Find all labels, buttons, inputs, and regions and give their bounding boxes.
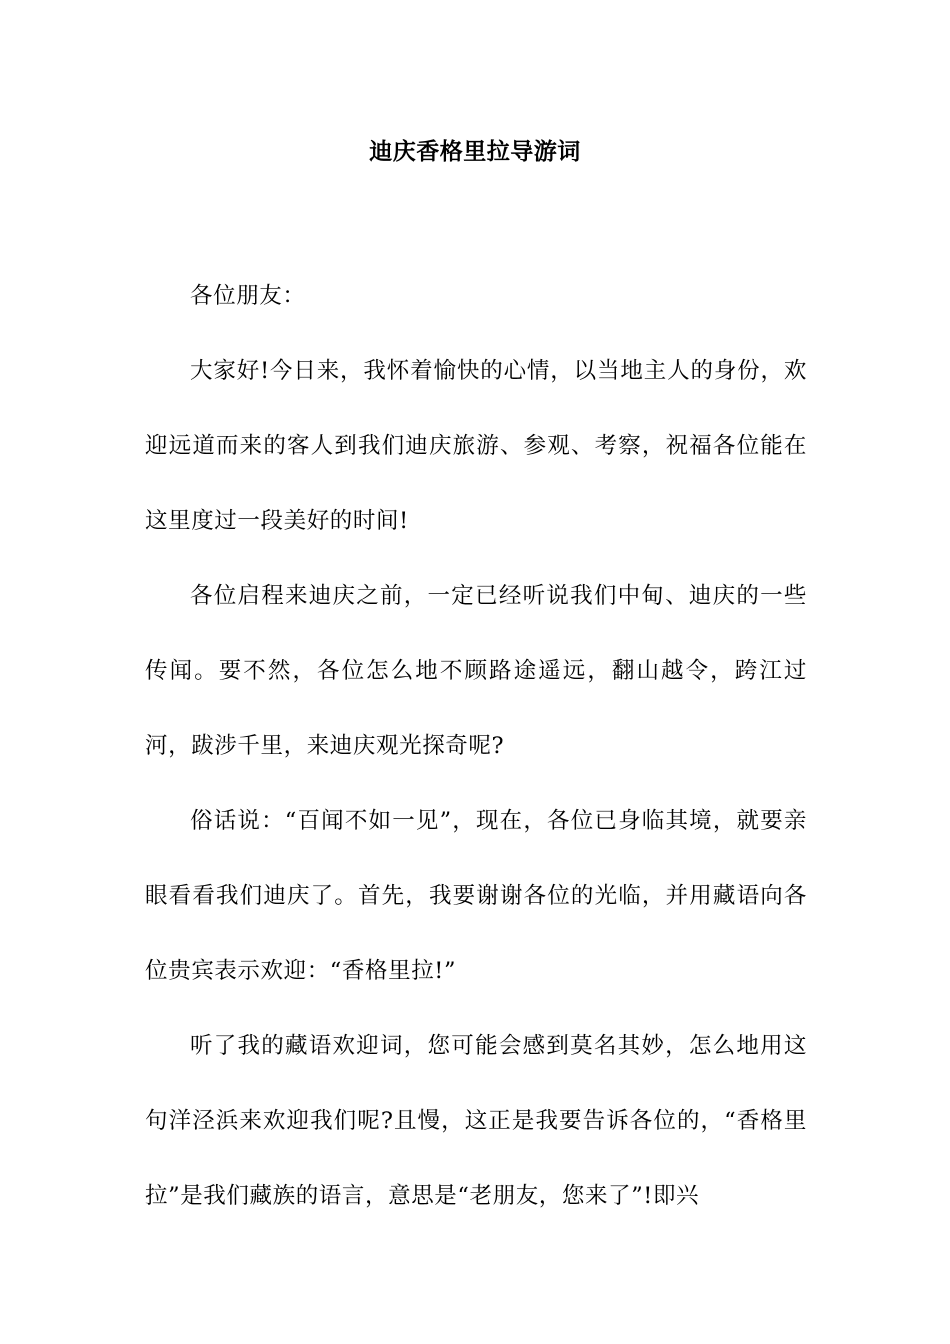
paragraph-greeting: 各位朋友： — [190, 283, 306, 309]
document-title: 迪庆香格里拉导游词 — [369, 138, 581, 165]
paragraph-welcome: 大家好!今日来，我怀着愉快的心情，以当地主人的身份，欢迎远道而来的客人到我们迪庆旅游、参观、考察，祝福各位能在这里度过一段美好的时间! — [145, 358, 807, 534]
paragraph-proverb: 俗话说：“百闻不如一见”，现在，各位已身临其境，就要亲眼看看我们迪庆了。首先，我要谢谢各位的光临，并用藏语向各位贵宾表示欢迎：“香格里拉!” — [145, 808, 807, 984]
document-body — [145, 259, 807, 1234]
paragraph-rumors: 各位启程来迪庆之前，一定已经听说我们中甸、迪庆的一些传闻。要不然，各位怎么地不顾路途遥远，翻山越令，跨江过河，跋涉千里，来迪庆观光探奇呢? — [145, 583, 807, 759]
paragraph-shangri-la-meaning: 听了我的藏语欢迎词，您可能会感到莫名其妙，怎么地用这句洋泾浜来欢迎我们呢?且慢，这正是我要告诉各位的，“香格里拉”是我们藏族的语言，意思是“老朋友，您来了”!即兴 — [145, 1033, 807, 1209]
